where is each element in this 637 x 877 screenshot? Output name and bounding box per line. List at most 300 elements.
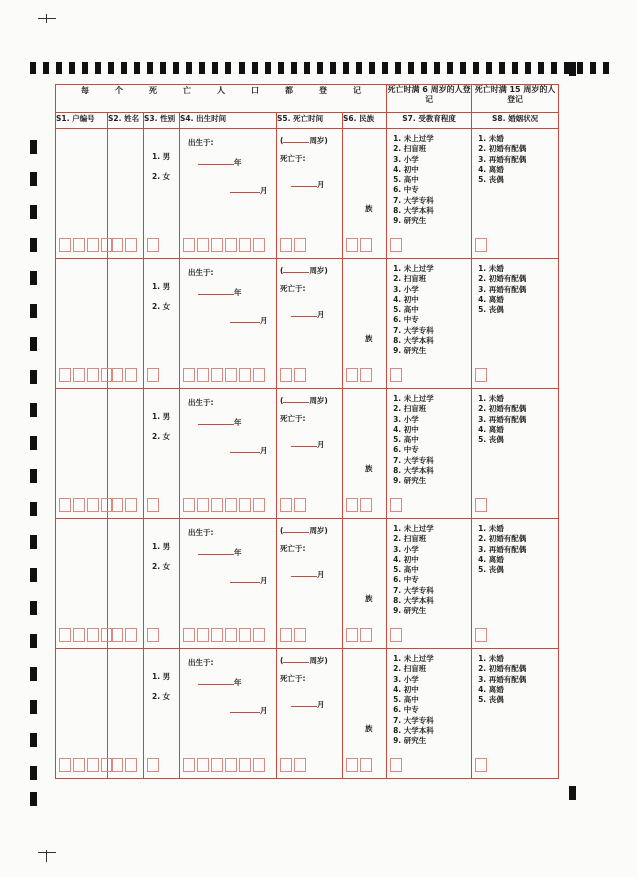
education-option[interactable]: 3. 小学	[393, 674, 419, 684]
digit-box[interactable]	[73, 238, 85, 252]
name-cell[interactable]	[108, 519, 144, 649]
birth-label: 出生于:	[188, 268, 214, 277]
education-code-box[interactable]	[390, 628, 402, 642]
marriage-option[interactable]: 3. 再婚有配偶	[478, 154, 527, 164]
birth-label: 出生于:	[188, 398, 214, 407]
education-option[interactable]: 1. 未上过学	[393, 264, 434, 273]
digit-box[interactable]	[73, 758, 85, 772]
marriage-code-box[interactable]	[475, 238, 487, 252]
nation-code-box[interactable]	[360, 758, 372, 772]
death-label: 死亡于:	[280, 154, 306, 163]
option-female[interactable]: 2. 女	[152, 432, 171, 441]
sex-cell	[144, 259, 180, 389]
education-code-box[interactable]	[390, 498, 402, 512]
birth-code-box[interactable]	[239, 498, 251, 512]
nation-code-box[interactable]	[360, 368, 372, 382]
marriage-option[interactable]: 5. 丧偶	[478, 175, 504, 185]
digit-box[interactable]	[73, 628, 85, 642]
code-box[interactable]	[125, 498, 137, 512]
name-cell[interactable]	[108, 649, 144, 779]
birth-code-box[interactable]	[225, 758, 237, 772]
digit-box[interactable]	[87, 368, 99, 382]
nation-label: 族	[365, 724, 373, 733]
nation-label: 族	[365, 464, 373, 473]
education-option[interactable]: 2. 扫盲班	[393, 534, 427, 544]
death-label: 死亡于:	[280, 414, 306, 423]
nation-cell	[343, 519, 387, 649]
sex-code-box[interactable]	[147, 368, 159, 382]
nation-code-box[interactable]	[360, 628, 372, 642]
option-female[interactable]: 2. 女	[152, 302, 171, 311]
marriage-option[interactable]: 1. 未婚	[478, 134, 504, 143]
age-label: 周岁)	[309, 266, 328, 275]
birth-code-box[interactable]	[253, 628, 265, 642]
timing-mark-right	[569, 786, 576, 800]
marriage-option[interactable]: 1. 未婚	[478, 654, 504, 663]
year-label: 年	[234, 288, 242, 297]
birth-code-box[interactable]	[225, 368, 237, 382]
household-id-cell	[56, 649, 108, 779]
age-label: 周岁)	[309, 136, 328, 145]
code-box[interactable]	[111, 368, 123, 382]
marriage-option[interactable]: 1. 未婚	[478, 264, 504, 273]
option-female[interactable]: 2. 女	[152, 562, 171, 571]
education-code-box[interactable]	[390, 368, 402, 382]
birth-label: 出生于:	[188, 658, 214, 667]
timing-mark-left	[30, 436, 37, 450]
education-option[interactable]: 5. 高中	[393, 435, 419, 445]
marriage-option[interactable]: 2. 初婚有配偶	[478, 534, 527, 544]
age-blank[interactable]	[283, 402, 309, 403]
marriage-code-box[interactable]	[475, 628, 487, 642]
birth-year-blank[interactable]	[198, 684, 234, 685]
education-option[interactable]: 9. 研究生	[393, 736, 427, 746]
birth-code-box[interactable]	[211, 498, 223, 512]
header-name: S2. 姓名	[108, 113, 144, 129]
education-option[interactable]: 3. 小学	[393, 544, 419, 554]
death-month-label: 月	[317, 310, 325, 319]
birth-code-box[interactable]	[225, 238, 237, 252]
timing-mark-left	[30, 172, 37, 186]
code-box[interactable]	[125, 238, 137, 252]
death-month-blank[interactable]	[291, 446, 317, 447]
name-cell[interactable]	[108, 259, 144, 389]
marriage-option[interactable]: 3. 再婚有配偶	[478, 284, 527, 294]
education-option[interactable]: 1. 未上过学	[393, 524, 434, 533]
marriage-option[interactable]: 2. 初婚有配偶	[478, 404, 527, 414]
timing-mark-left	[30, 370, 37, 384]
education-option[interactable]: 4. 初中	[393, 164, 419, 174]
nation-code-box[interactable]	[346, 628, 358, 642]
birth-code-box[interactable]	[211, 758, 223, 772]
death-code-box[interactable]	[280, 238, 292, 252]
digit-box[interactable]	[73, 368, 85, 382]
birth-code-box[interactable]	[253, 238, 265, 252]
birth-year-blank[interactable]	[198, 294, 234, 295]
birth-code-box[interactable]	[225, 628, 237, 642]
death-month-label: 月	[317, 700, 325, 709]
age-label: 周岁)	[309, 656, 328, 665]
code-box[interactable]	[111, 498, 123, 512]
year-label: 年	[234, 158, 242, 167]
digit-box[interactable]	[73, 498, 85, 512]
birth-code-box[interactable]	[197, 628, 209, 642]
birth-label: 出生于:	[188, 138, 214, 147]
timing-mark-left	[30, 337, 37, 351]
education-option[interactable]: 2. 扫盲班	[393, 274, 427, 284]
timing-mark-left	[30, 205, 37, 219]
option-female[interactable]: 2. 女	[152, 172, 171, 181]
education-option[interactable]: 9. 研究生	[393, 476, 427, 486]
marriage-option[interactable]: 3. 再婚有配偶	[478, 674, 527, 684]
marriage-option[interactable]: 4. 离婚	[478, 424, 504, 434]
record-row	[56, 519, 559, 649]
education-option[interactable]: 5. 高中	[393, 565, 419, 575]
nation-code-box[interactable]	[346, 758, 358, 772]
death-code-box[interactable]	[280, 758, 292, 772]
marriage-option[interactable]: 1. 未婚	[478, 394, 504, 403]
birth-cell	[180, 519, 277, 649]
birth-code-box[interactable]	[253, 758, 265, 772]
timing-mark-left	[30, 403, 37, 417]
digit-box[interactable]	[59, 368, 71, 382]
digit-box[interactable]	[87, 238, 99, 252]
marriage-option[interactable]: 3. 再婚有配偶	[478, 414, 527, 424]
month-label: 月	[260, 706, 268, 715]
education-option[interactable]: 3. 小学	[393, 154, 419, 164]
sex-cell	[144, 649, 180, 779]
sex-cell	[144, 519, 180, 649]
education-option[interactable]: 8. 大学本科	[393, 206, 434, 216]
name-cell[interactable]	[108, 129, 144, 259]
birth-year-blank[interactable]	[198, 554, 234, 555]
birth-label: 出生于:	[188, 528, 214, 537]
marriage-option[interactable]: 5. 丧偶	[478, 565, 504, 575]
digit-box[interactable]	[87, 758, 99, 772]
education-option[interactable]: 4. 初中	[393, 294, 419, 304]
code-box[interactable]	[111, 758, 123, 772]
marriage-option[interactable]: 2. 初婚有配偶	[478, 144, 527, 154]
sex-cell	[144, 129, 180, 259]
education-option[interactable]: 5. 高中	[393, 305, 419, 315]
death-code-box[interactable]	[280, 628, 292, 642]
education-option[interactable]: 5. 高中	[393, 175, 419, 185]
birth-month-blank[interactable]	[230, 712, 260, 713]
birth-code-box[interactable]	[239, 758, 251, 772]
education-option[interactable]: 4. 初中	[393, 554, 419, 564]
education-option[interactable]: 7. 大学专科	[393, 455, 434, 465]
education-option[interactable]: 7. 大学专科	[393, 585, 434, 595]
title-under6: 死亡时满 6 周岁的人登记	[387, 85, 472, 113]
education-option[interactable]: 7. 大学专科	[393, 715, 434, 725]
nation-cell	[343, 649, 387, 779]
code-box[interactable]	[111, 238, 123, 252]
timing-mark-left	[30, 469, 37, 483]
sex-code-box[interactable]	[147, 758, 159, 772]
birth-month-blank[interactable]	[230, 192, 260, 193]
education-option[interactable]: 9. 研究生	[393, 346, 427, 356]
digit-box[interactable]	[59, 498, 71, 512]
code-box[interactable]	[125, 758, 137, 772]
timing-mark-left	[30, 766, 37, 780]
sex-cell	[144, 389, 180, 519]
nation-cell	[343, 389, 387, 519]
marriage-option[interactable]: 5. 丧偶	[478, 305, 504, 315]
birth-code-box[interactable]	[197, 368, 209, 382]
timing-mark-left	[30, 238, 37, 252]
death-code-box[interactable]	[294, 368, 306, 382]
death-cell: ( 周岁) 死亡于: 月	[277, 129, 343, 259]
nation-code-box[interactable]	[346, 498, 358, 512]
marriage-cell	[472, 519, 559, 649]
record-row	[56, 129, 559, 259]
household-id-cell	[56, 129, 108, 259]
timing-mark-left	[30, 792, 37, 806]
header-nation: S6. 民族	[343, 113, 387, 129]
age-blank[interactable]	[283, 272, 309, 273]
death-month-blank[interactable]	[291, 706, 317, 707]
title-under15: 死亡时满 15 周岁的人登记	[472, 85, 559, 113]
birth-code-box[interactable]	[197, 498, 209, 512]
death-code-box[interactable]	[294, 758, 306, 772]
education-option[interactable]: 2. 扫盲班	[393, 404, 427, 414]
education-option[interactable]: 2. 扫盲班	[393, 664, 427, 674]
education-option[interactable]: 9. 研究生	[393, 216, 427, 226]
age-label: 周岁)	[309, 526, 328, 535]
birth-code-box[interactable]	[211, 368, 223, 382]
birth-code-box[interactable]	[239, 368, 251, 382]
education-option[interactable]: 8. 大学本科	[393, 726, 434, 736]
education-option[interactable]: 6. 中专	[393, 575, 419, 585]
education-option[interactable]: 7. 大学专科	[393, 325, 434, 335]
timing-mark-left	[30, 502, 37, 516]
sex-code-box[interactable]	[147, 498, 159, 512]
birth-code-box[interactable]	[183, 238, 195, 252]
education-option[interactable]: 6. 中专	[393, 185, 419, 195]
education-option[interactable]: 3. 小学	[393, 284, 419, 294]
birth-cell	[180, 259, 277, 389]
education-cell	[387, 259, 472, 389]
marriage-cell	[472, 129, 559, 259]
education-cell	[387, 519, 472, 649]
birth-code-box[interactable]	[253, 498, 265, 512]
month-label: 月	[260, 316, 268, 325]
birth-year-blank[interactable]	[198, 164, 234, 165]
birth-cell	[180, 649, 277, 779]
timing-mark-right	[569, 62, 576, 76]
birth-year-blank[interactable]	[198, 424, 234, 425]
death-month-label: 月	[317, 570, 325, 579]
marriage-option[interactable]: 4. 离婚	[478, 294, 504, 304]
marriage-code-box[interactable]	[475, 758, 487, 772]
household-id-cell	[56, 389, 108, 519]
birth-month-blank[interactable]	[230, 582, 260, 583]
month-label: 月	[260, 576, 268, 585]
marriage-code-box[interactable]	[475, 368, 487, 382]
birth-code-box[interactable]	[197, 758, 209, 772]
education-option[interactable]: 3. 小学	[393, 414, 419, 424]
birth-code-box[interactable]	[197, 238, 209, 252]
nation-cell	[343, 259, 387, 389]
digit-box[interactable]	[59, 238, 71, 252]
death-cell: ( 周岁) 死亡于: 月	[277, 519, 343, 649]
crop-mark-bottom-h	[38, 852, 56, 853]
timing-mark-left	[30, 634, 37, 648]
name-cell[interactable]	[108, 389, 144, 519]
marriage-option[interactable]: 2. 初婚有配偶	[478, 274, 527, 284]
education-option[interactable]: 8. 大学本科	[393, 466, 434, 476]
header-sex: S3. 性别	[144, 113, 180, 129]
marriage-option[interactable]: 4. 离婚	[478, 684, 504, 694]
marriage-cell	[472, 649, 559, 779]
timing-mark-left	[30, 271, 37, 285]
education-option[interactable]: 8. 大学本科	[393, 596, 434, 606]
education-cell	[387, 649, 472, 779]
nation-label: 族	[365, 334, 373, 343]
marriage-option[interactable]: 2. 初婚有配偶	[478, 664, 527, 674]
option-male[interactable]: 1. 男	[152, 282, 171, 291]
education-option[interactable]: 6. 中专	[393, 705, 419, 715]
birth-code-box[interactable]	[183, 758, 195, 772]
death-code-box[interactable]	[280, 498, 292, 512]
education-option[interactable]: 6. 中专	[393, 445, 419, 455]
birth-cell	[180, 129, 277, 259]
death-month-label: 月	[317, 180, 325, 189]
education-cell	[387, 389, 472, 519]
education-option[interactable]: 6. 中专	[393, 315, 419, 325]
marriage-option[interactable]: 5. 丧偶	[478, 695, 504, 705]
birth-code-box[interactable]	[183, 368, 195, 382]
marriage-cell	[472, 259, 559, 389]
month-label: 月	[260, 186, 268, 195]
age-label: 周岁)	[309, 396, 328, 405]
timing-mark-left	[30, 601, 37, 615]
nation-code-box[interactable]	[346, 368, 358, 382]
age-blank[interactable]	[283, 662, 309, 663]
nation-code-box[interactable]	[360, 498, 372, 512]
code-box[interactable]	[125, 628, 137, 642]
marriage-cell	[472, 389, 559, 519]
option-male[interactable]: 1. 男	[152, 412, 171, 421]
death-code-box[interactable]	[280, 368, 292, 382]
sex-code-box[interactable]	[147, 628, 159, 642]
option-female[interactable]: 2. 女	[152, 692, 171, 701]
birth-code-box[interactable]	[225, 498, 237, 512]
education-option[interactable]: 9. 研究生	[393, 606, 427, 616]
marriage-option[interactable]: 1. 未婚	[478, 524, 504, 533]
year-label: 年	[234, 678, 242, 687]
marriage-option[interactable]: 4. 离婚	[478, 164, 504, 174]
education-option[interactable]: 1. 未上过学	[393, 394, 434, 403]
death-code-box[interactable]	[294, 628, 306, 642]
timing-mark-left	[30, 535, 37, 549]
education-code-box[interactable]	[390, 238, 402, 252]
option-male[interactable]: 1. 男	[152, 542, 171, 551]
sex-code-box[interactable]	[147, 238, 159, 252]
household-id-cell	[56, 519, 108, 649]
education-option[interactable]: 4. 初中	[393, 684, 419, 694]
death-month-blank[interactable]	[291, 316, 317, 317]
nation-code-box[interactable]	[360, 238, 372, 252]
birth-code-box[interactable]	[211, 628, 223, 642]
death-cell: ( 周岁) 死亡于: 月	[277, 259, 343, 389]
education-option[interactable]: 5. 高中	[393, 695, 419, 705]
timing-mark-left	[30, 700, 37, 714]
birth-month-blank[interactable]	[230, 452, 260, 453]
birth-code-box[interactable]	[253, 368, 265, 382]
year-label: 年	[234, 418, 242, 427]
header-death: S5. 死亡时间	[277, 113, 343, 129]
education-option[interactable]: 1. 未上过学	[393, 654, 434, 663]
timing-mark-left	[30, 568, 37, 582]
header-birth: S4. 出生时间	[180, 113, 277, 129]
birth-code-box[interactable]	[239, 238, 251, 252]
education-option[interactable]: 8. 大学本科	[393, 336, 434, 346]
death-code-box[interactable]	[294, 238, 306, 252]
birth-code-box[interactable]	[183, 498, 195, 512]
nation-cell	[343, 129, 387, 259]
death-code-box[interactable]	[294, 498, 306, 512]
death-month-blank[interactable]	[291, 186, 317, 187]
death-month-blank[interactable]	[291, 576, 317, 577]
death-label: 死亡于:	[280, 544, 306, 553]
timing-marks-top	[30, 62, 610, 74]
option-male[interactable]: 1. 男	[152, 672, 171, 681]
birth-month-blank[interactable]	[230, 322, 260, 323]
code-box[interactable]	[111, 628, 123, 642]
option-male[interactable]: 1. 男	[152, 152, 171, 161]
education-option[interactable]: 1. 未上过学	[393, 134, 434, 143]
digit-box[interactable]	[87, 498, 99, 512]
timing-mark-left	[30, 140, 37, 154]
timing-mark-left	[30, 733, 37, 747]
education-option[interactable]: 4. 初中	[393, 424, 419, 434]
death-registration-form	[55, 84, 559, 779]
death-cell: ( 周岁) 死亡于: 月	[277, 649, 343, 779]
digit-box[interactable]	[87, 628, 99, 642]
timing-mark-left	[30, 667, 37, 681]
education-code-box[interactable]	[390, 758, 402, 772]
marriage-option[interactable]: 4. 离婚	[478, 554, 504, 564]
nation-label: 族	[365, 204, 373, 213]
education-option[interactable]: 2. 扫盲班	[393, 144, 427, 154]
death-cell: ( 周岁) 死亡于: 月	[277, 389, 343, 519]
household-id-cell	[56, 259, 108, 389]
code-box[interactable]	[125, 368, 137, 382]
birth-code-box[interactable]	[183, 628, 195, 642]
marriage-code-box[interactable]	[475, 498, 487, 512]
birth-code-box[interactable]	[239, 628, 251, 642]
record-row	[56, 259, 559, 389]
year-label: 年	[234, 548, 242, 557]
month-label: 月	[260, 446, 268, 455]
record-row	[56, 389, 559, 519]
record-row	[56, 649, 559, 779]
nation-code-box[interactable]	[346, 238, 358, 252]
marriage-option[interactable]: 5. 丧偶	[478, 435, 504, 445]
header-household-id: S1. 户编号	[56, 113, 108, 129]
age-blank[interactable]	[283, 142, 309, 143]
digit-box[interactable]	[59, 758, 71, 772]
header-education: S7. 受教育程度	[387, 113, 472, 129]
birth-code-box[interactable]	[211, 238, 223, 252]
marriage-option[interactable]: 3. 再婚有配偶	[478, 544, 527, 554]
education-option[interactable]: 7. 大学专科	[393, 195, 434, 205]
crop-mark-top-h	[38, 18, 56, 19]
digit-box[interactable]	[59, 628, 71, 642]
age-blank[interactable]	[283, 532, 309, 533]
form-title: 每 个 死 亡 人 口 都 登 记	[56, 85, 387, 113]
